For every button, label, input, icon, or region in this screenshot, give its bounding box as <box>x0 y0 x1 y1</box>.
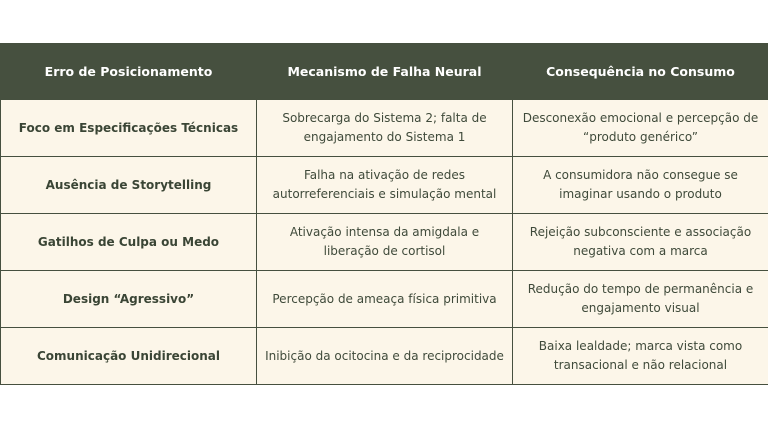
row-mechanism-cell: Percepção de ameaça física primitiva <box>257 271 513 328</box>
row-consequence-cell: Desconexão emocional e percepção de “produto genérico” <box>513 100 768 157</box>
row-error-cell: Comunicação Unidirecional <box>1 328 257 385</box>
table-body <box>1 100 768 385</box>
row-error-cell: Foco em Especificações Técnicas <box>1 100 257 157</box>
row-error-cell: Design “Agressivo” <box>1 271 257 328</box>
row-consequence-cell: Baixa lealdade; marca vista como transacional e não relacional <box>513 328 768 385</box>
header-positioning-error: Erro de Posicionamento <box>1 43 257 100</box>
row-consequence-cell: Redução do tempo de permanência e engajamento visual <box>513 271 768 328</box>
table-container <box>0 43 768 385</box>
table-header <box>1 43 768 100</box>
table-row <box>1 328 768 385</box>
table-row <box>1 157 768 214</box>
row-error-cell: Ausência de Storytelling <box>1 157 257 214</box>
row-mechanism-cell: Ativação intensa da amigdala e liberação de cortisol <box>257 214 513 271</box>
header-consumption-consequence: Consequência no Consumo <box>513 43 768 100</box>
row-mechanism-cell: Inibição da ocitocina e da reciprocidade <box>257 328 513 385</box>
table-row <box>1 100 768 157</box>
header-row <box>1 43 768 100</box>
header-neural-failure: Mecanismo de Falha Neural <box>257 43 513 100</box>
positioning-errors-table <box>0 43 768 385</box>
table-row <box>1 214 768 271</box>
row-mechanism-cell: Falha na ativação de redes autorreferenciais e simulação mental <box>257 157 513 214</box>
row-consequence-cell: Rejeição subconsciente e associação negativa com a marca <box>513 214 768 271</box>
row-error-cell: Gatilhos de Culpa ou Medo <box>1 214 257 271</box>
row-consequence-cell: A consumidora não consegue se imaginar usando o produto <box>513 157 768 214</box>
row-mechanism-cell: Sobrecarga do Sistema 2; falta de engajamento do Sistema 1 <box>257 100 513 157</box>
table-row <box>1 271 768 328</box>
